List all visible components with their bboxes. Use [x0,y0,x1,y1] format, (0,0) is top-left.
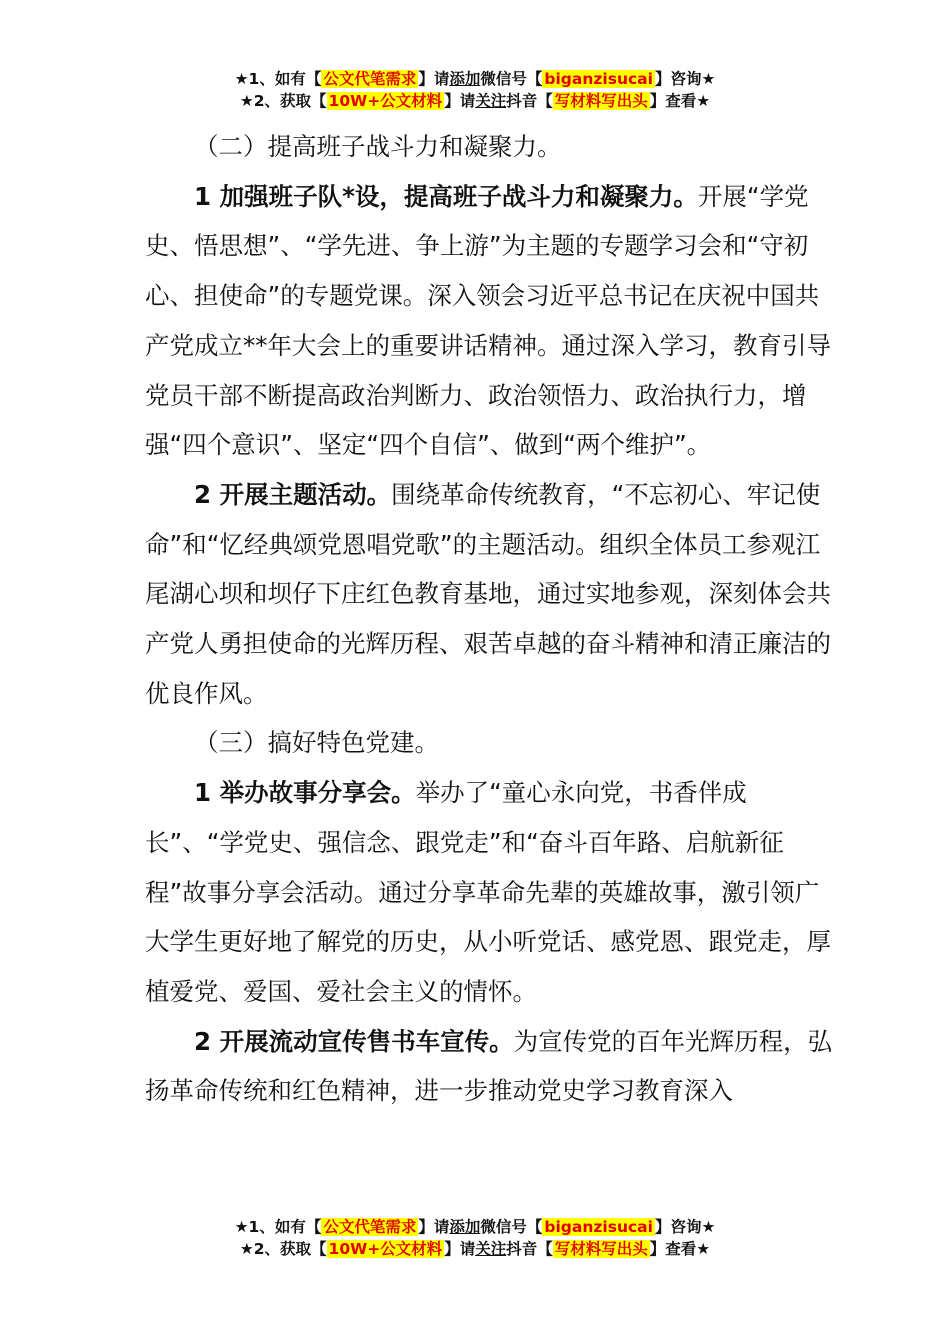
highlight-service: 公文代笔需求 [323,70,417,88]
paragraph-team-building: 1 加强班子队*设，提高班子战斗力和凝聚力。开展“学党史、悟思想”、“学先进、争上游”为主题的专题学习会和“守初心、担使命”的专题党课。深入领会习近平总书记在庆祝中国共产党成立**年大会上的重要讲话精神。通过深入学习，教育引导党员干部不断提高政治判断力、政治领悟力、政治执行力，增强“四个意识”、坚定“四个自信”、做到“两个维护”。 [145,181,831,460]
banner-line-1: ★1、如有【 公文代笔需求 】请添加微信号【 biganzisucai 】咨询★ [234,70,716,88]
paragraph-story-sharing: 1 举办故事分享会。举办了“童心永向党，书香伴成长”、“学党史、强信念、跟党走”和“奋斗百年路、启航新征程”故事分享会活动。通过分享革命先辈的英雄故事，激引领广大学生更好地了解党的历史，从小听党话、感党恩、跟党走，厚植爱党、爱国、爱社会主义的情怀。 [145,778,831,1006]
header-banner [0,68,950,112]
paragraph-theme-activity: 2 开展主题活动。围绕革命传统教育，“不忘初心、牢记使命”和“忆经典颂党恩唱党歌”的主题活动。组织全体员工参观江尾湖心坝和坝仔下庄红色教育基地，通过实地参观，深刻体会共产党人勇担使命的光辉历程、艰苦卓越的奋斗精神和清正廉洁的优良作风。 [145,479,831,708]
section-heading-3: （三）搞好特色党建。 [194,728,439,758]
paragraph-book-truck: 2 开展流动宣传售书车宣传。为宣传党的百年光辉历程，弘扬革命传统和红色精神，进一步推动党史学习教育深入 [145,1026,833,1106]
banner-line-2: ★2、获取【 10W+公文材料 】请关注抖音【 写材料写出头 】查看★ [239,92,711,110]
footer-banner [0,1216,950,1260]
highlight-wechat-id: biganzisucai [544,70,653,88]
document-body [145,122,835,1116]
highlight-douyin: 写材料写出头 [554,92,648,110]
banner-line-1-footer: ★1、如有【 公文代笔需求 】请添加微信号【 biganzisucai 】咨询★ [234,1218,716,1236]
section-heading-2: （二）提高班子战斗力和凝聚力。 [194,132,562,161]
highlight-materials: 10W+公文材料 [328,92,443,110]
banner-line-2-footer: ★2、获取【 10W+公文材料 】请关注抖音【 写材料写出头 】查看★ [239,1240,711,1258]
